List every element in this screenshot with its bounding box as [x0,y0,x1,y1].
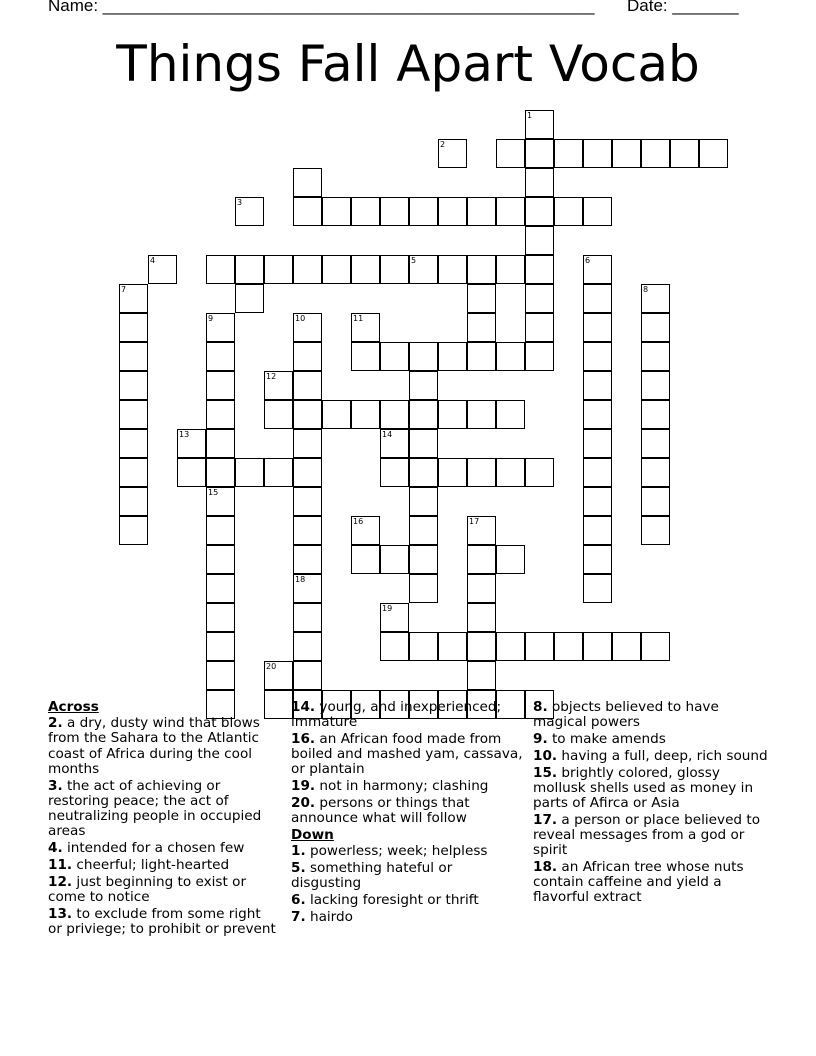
clue-across-3 [48,779,276,840]
grid-cell[interactable] [438,342,467,371]
grid-cell[interactable] [641,313,670,342]
clue-number-label: 2 [440,140,446,149]
grid-cell[interactable] [583,458,612,487]
grid-cell[interactable] [525,168,554,197]
grid-cell[interactable] [409,429,438,458]
clue-number: 11. [48,856,73,873]
clue-number-label: 16 [353,517,364,526]
grid-cell[interactable] [525,110,554,139]
grid-cell[interactable] [235,458,264,487]
clue-number-label: 5 [411,256,417,265]
grid-cell[interactable] [119,371,148,400]
grid-cell[interactable] [525,632,554,661]
grid-cell[interactable] [206,516,235,545]
grid-cell[interactable] [206,313,235,342]
clue-number-label: 20 [266,662,277,671]
clue-text: powerless; week; helpless [309,843,488,860]
grid-cell[interactable] [206,371,235,400]
grid-cell[interactable] [206,458,235,487]
clue-number: 3. [48,777,63,794]
grid-cell[interactable] [351,516,380,545]
grid-cell[interactable] [438,139,467,168]
clue-number-label: 18 [295,575,306,584]
clue-across-19 [291,779,523,794]
grid-cell[interactable] [293,168,322,197]
grid-cell[interactable] [409,197,438,226]
clue-text: hairdo [309,908,353,925]
grid-cell[interactable] [293,342,322,371]
grid-cell[interactable] [119,516,148,545]
clue-number: 5. [291,860,306,876]
grid-cell[interactable] [525,458,554,487]
clue-number-label: 19 [382,604,393,613]
grid-cell[interactable] [206,400,235,429]
grid-cell[interactable] [409,255,438,284]
grid-cell[interactable] [380,632,409,661]
grid-cell[interactable] [293,603,322,632]
clue-text: persons or things that announce what will follow [291,795,470,827]
grid-cell[interactable] [235,284,264,313]
clue-across-13 [48,907,276,937]
clue-text: just beginning to exist or come to notice [48,873,247,905]
grid-cell[interactable] [264,661,293,690]
clue-text: a dry, dusty wind that blows from the Sahara to the Atlantic coast of Africa during the cool months [48,715,260,777]
grid-cell[interactable] [293,429,322,458]
grid-cell[interactable] [293,516,322,545]
grid-cell[interactable] [409,342,438,371]
grid-cell[interactable] [583,545,612,574]
grid-cell[interactable] [293,574,322,603]
grid-cell[interactable] [293,632,322,661]
clue-number-label: 1 [527,111,533,120]
grid-cell[interactable] [467,197,496,226]
clue-number: 8. [533,699,548,715]
grid-cell[interactable] [554,139,583,168]
grid-cell[interactable] [554,632,583,661]
grid-cell[interactable] [467,313,496,342]
grid-cell[interactable] [467,661,496,690]
clue-number-label: 8 [643,285,649,294]
grid-cell[interactable] [641,458,670,487]
clue-number-label: 3 [237,198,243,207]
grid-cell[interactable] [496,632,525,661]
clue-number: 10. [533,747,558,764]
clue-text: an African food made from boiled and mashed yam, cassava, or plantain [291,731,523,778]
grid-cell[interactable] [641,516,670,545]
grid-cell[interactable] [119,487,148,516]
grid-cell[interactable] [409,632,438,661]
grid-cell[interactable] [293,458,322,487]
grid-cell[interactable] [496,197,525,226]
clue-text: not in harmony; clashing [319,778,489,795]
date-field-line: Date: _______ [627,0,739,15]
grid-cell[interactable] [583,574,612,603]
grid-cell[interactable] [293,487,322,516]
grid-cell[interactable] [119,429,148,458]
grid-cell[interactable] [438,632,467,661]
grid-cell[interactable] [380,400,409,429]
grid-cell[interactable] [583,632,612,661]
grid-cell[interactable] [583,371,612,400]
grid-cell[interactable] [583,516,612,545]
grid-cell[interactable] [699,139,728,168]
clue-text: intended for a chosen few [66,840,245,857]
grid-cell[interactable] [525,284,554,313]
grid-cell[interactable] [409,400,438,429]
grid-cell[interactable] [612,632,641,661]
grid-cell[interactable] [641,400,670,429]
grid-cell[interactable] [641,284,670,313]
grid-cell[interactable] [264,458,293,487]
grid-cell[interactable] [206,632,235,661]
grid-cell[interactable] [467,400,496,429]
grid-cell[interactable] [525,313,554,342]
grid-cell[interactable] [641,139,670,168]
clue-across-11 [48,858,276,873]
grid-cell[interactable] [380,429,409,458]
clue-text: to make amends [551,731,666,747]
grid-cell[interactable] [293,400,322,429]
clue-number: 4. [48,840,63,857]
clue-number: 12. [48,873,73,890]
clue-column-1 [48,700,276,939]
clue-across-16 [291,732,523,778]
grid-cell[interactable] [380,197,409,226]
clue-down-5 [291,861,523,891]
grid-cell[interactable] [322,255,351,284]
down-heading: Down [291,827,334,843]
clue-down-1 [291,844,523,859]
grid-cell[interactable] [583,342,612,371]
clue-across-4 [48,841,276,856]
grid-cell[interactable] [206,429,235,458]
grid-cell[interactable] [670,139,699,168]
grid-cell[interactable] [467,284,496,313]
grid-cell[interactable] [583,197,612,226]
grid-cell[interactable] [554,197,583,226]
grid-cell[interactable] [293,661,322,690]
grid-cell[interactable] [467,516,496,545]
clue-across-20 [291,796,523,826]
grid-cell[interactable] [467,603,496,632]
grid-cell[interactable] [177,429,206,458]
grid-cell[interactable] [351,313,380,342]
grid-cell[interactable] [351,342,380,371]
grid-cell[interactable] [351,197,380,226]
grid-cell[interactable] [583,429,612,458]
grid-cell[interactable] [496,400,525,429]
clue-number-label: 10 [295,314,306,323]
grid-cell[interactable] [322,400,351,429]
grid-cell[interactable] [641,429,670,458]
clue-text: objects believed to have magical powers [533,699,719,731]
grid-cell[interactable] [438,255,467,284]
clue-number: 19. [291,778,316,795]
clue-text: a person or place believed to reveal messages from a god or spirit [533,811,761,859]
grid-cell[interactable] [206,255,235,284]
grid-cell[interactable] [583,313,612,342]
across-heading: Across [48,699,99,715]
grid-cell[interactable] [264,255,293,284]
grid-cell[interactable] [119,400,148,429]
grid-cell[interactable] [293,313,322,342]
clue-number-label: 17 [469,517,480,526]
clue-down-6 [291,893,523,908]
clue-down-9 [533,732,773,747]
grid-cell[interactable] [206,487,235,516]
grid-cell[interactable] [206,661,235,690]
grid-cell[interactable] [235,255,264,284]
grid-cell[interactable] [409,371,438,400]
grid-cell[interactable] [641,632,670,661]
grid-cell[interactable] [496,255,525,284]
grid-cell[interactable] [467,545,496,574]
clue-down-17 [533,813,773,859]
grid-cell[interactable] [409,545,438,574]
clue-text: something hateful or disgusting [291,860,453,892]
grid-cell[interactable] [293,371,322,400]
clue-text: to exclude from some right or priviege; to prohibit or prevent [48,905,276,937]
clue-text: the act of achieving or restoring peace; the act of neutralizing people in occupied areas [48,777,262,840]
clue-text: lacking foresight or thrift [309,892,479,908]
grid-cell[interactable] [467,255,496,284]
clue-number-label: 11 [353,314,364,323]
clue-number: 14. [291,699,316,715]
grid-cell[interactable] [496,545,525,574]
grid-cell[interactable] [525,139,554,168]
clue-number: 20. [291,795,316,811]
clue-column-3 [533,700,773,907]
clue-down-8 [533,700,773,730]
clue-across-12 [48,875,276,905]
clue-number-label: 13 [179,430,190,439]
clue-number: 15. [533,764,558,781]
clue-down-7 [291,910,523,925]
grid-cell[interactable] [438,400,467,429]
grid-cell[interactable] [293,197,322,226]
grid-cell[interactable] [525,197,554,226]
grid-cell[interactable] [409,458,438,487]
clue-text: cheerful; light-hearted [76,856,230,873]
grid-cell[interactable] [583,255,612,284]
grid-cell[interactable] [177,458,206,487]
clue-column-2 [291,700,523,927]
grid-cell[interactable] [119,284,148,313]
grid-cell[interactable] [409,574,438,603]
grid-cell[interactable] [583,139,612,168]
grid-cell[interactable] [293,255,322,284]
clue-number: 2. [48,715,63,732]
grid-cell[interactable] [380,545,409,574]
grid-cell[interactable] [119,342,148,371]
grid-cell[interactable] [612,139,641,168]
grid-cell[interactable] [264,400,293,429]
clue-text: an African tree whose nuts contain caffeine and yield a flavorful extract [533,859,744,906]
clue-number-label: 12 [266,372,277,381]
grid-cell[interactable] [525,255,554,284]
grid-cell[interactable] [467,574,496,603]
grid-cell[interactable] [525,226,554,255]
grid-cell[interactable] [380,342,409,371]
grid-cell[interactable] [264,371,293,400]
grid-cell[interactable] [235,197,264,226]
clue-number-label: 14 [382,430,393,439]
grid-cell[interactable] [351,545,380,574]
grid-cell[interactable] [525,342,554,371]
grid-cell[interactable] [119,458,148,487]
clue-number: 13. [48,905,73,922]
clue-number: 17. [533,811,558,828]
grid-cell[interactable] [322,197,351,226]
grid-cell[interactable] [206,574,235,603]
clue-number: 9. [533,731,548,747]
clue-text: brightly colored, glossy mollusk shells used as money in parts of Afirca or Asia [533,764,754,811]
clue-down-18 [533,860,773,906]
clue-number: 18. [533,859,558,875]
grid-cell[interactable] [206,342,235,371]
grid-cell[interactable] [641,371,670,400]
name-field-line: Name: ____________________________________________________ [48,0,595,15]
grid-cell[interactable] [409,487,438,516]
clue-number-label: 15 [208,488,219,497]
grid-cell[interactable] [467,342,496,371]
clue-across-2 [48,716,276,777]
grid-cell[interactable] [496,139,525,168]
grid-cell[interactable] [148,255,177,284]
clue-text: young, and inexperienced; immature [291,699,502,731]
grid-cell[interactable] [380,603,409,632]
clue-down-10 [533,749,773,764]
grid-cell[interactable] [380,255,409,284]
clue-down-15 [533,766,773,812]
clue-number-label: 9 [208,314,214,323]
grid-cell[interactable] [438,197,467,226]
grid-cell[interactable] [380,458,409,487]
clue-number: 6. [291,892,306,908]
clue-number-label: 7 [121,285,127,294]
clue-number-label: 4 [150,256,156,265]
clue-number: 7. [291,908,306,925]
grid-cell[interactable] [467,458,496,487]
grid-cell[interactable] [641,487,670,516]
grid-cell[interactable] [641,342,670,371]
grid-cell[interactable] [119,313,148,342]
grid-cell[interactable] [583,487,612,516]
clue-number: 16. [291,731,316,747]
grid-cell[interactable] [467,632,496,661]
page-title: Things Fall Apart Vocab [116,35,700,93]
grid-cell[interactable] [206,603,235,632]
clue-number-label: 6 [585,256,591,265]
grid-cell[interactable] [438,458,467,487]
clue-number: 1. [291,843,306,860]
grid-cell[interactable] [206,545,235,574]
grid-cell[interactable] [293,545,322,574]
grid-cell[interactable] [351,255,380,284]
grid-cell[interactable] [409,516,438,545]
grid-cell[interactable] [496,342,525,371]
clue-text: having a full, deep, rich sound [561,747,768,764]
grid-cell[interactable] [583,284,612,313]
grid-cell[interactable] [496,458,525,487]
clue-across-14 [291,700,523,730]
grid-cell[interactable] [583,400,612,429]
grid-cell[interactable] [351,400,380,429]
